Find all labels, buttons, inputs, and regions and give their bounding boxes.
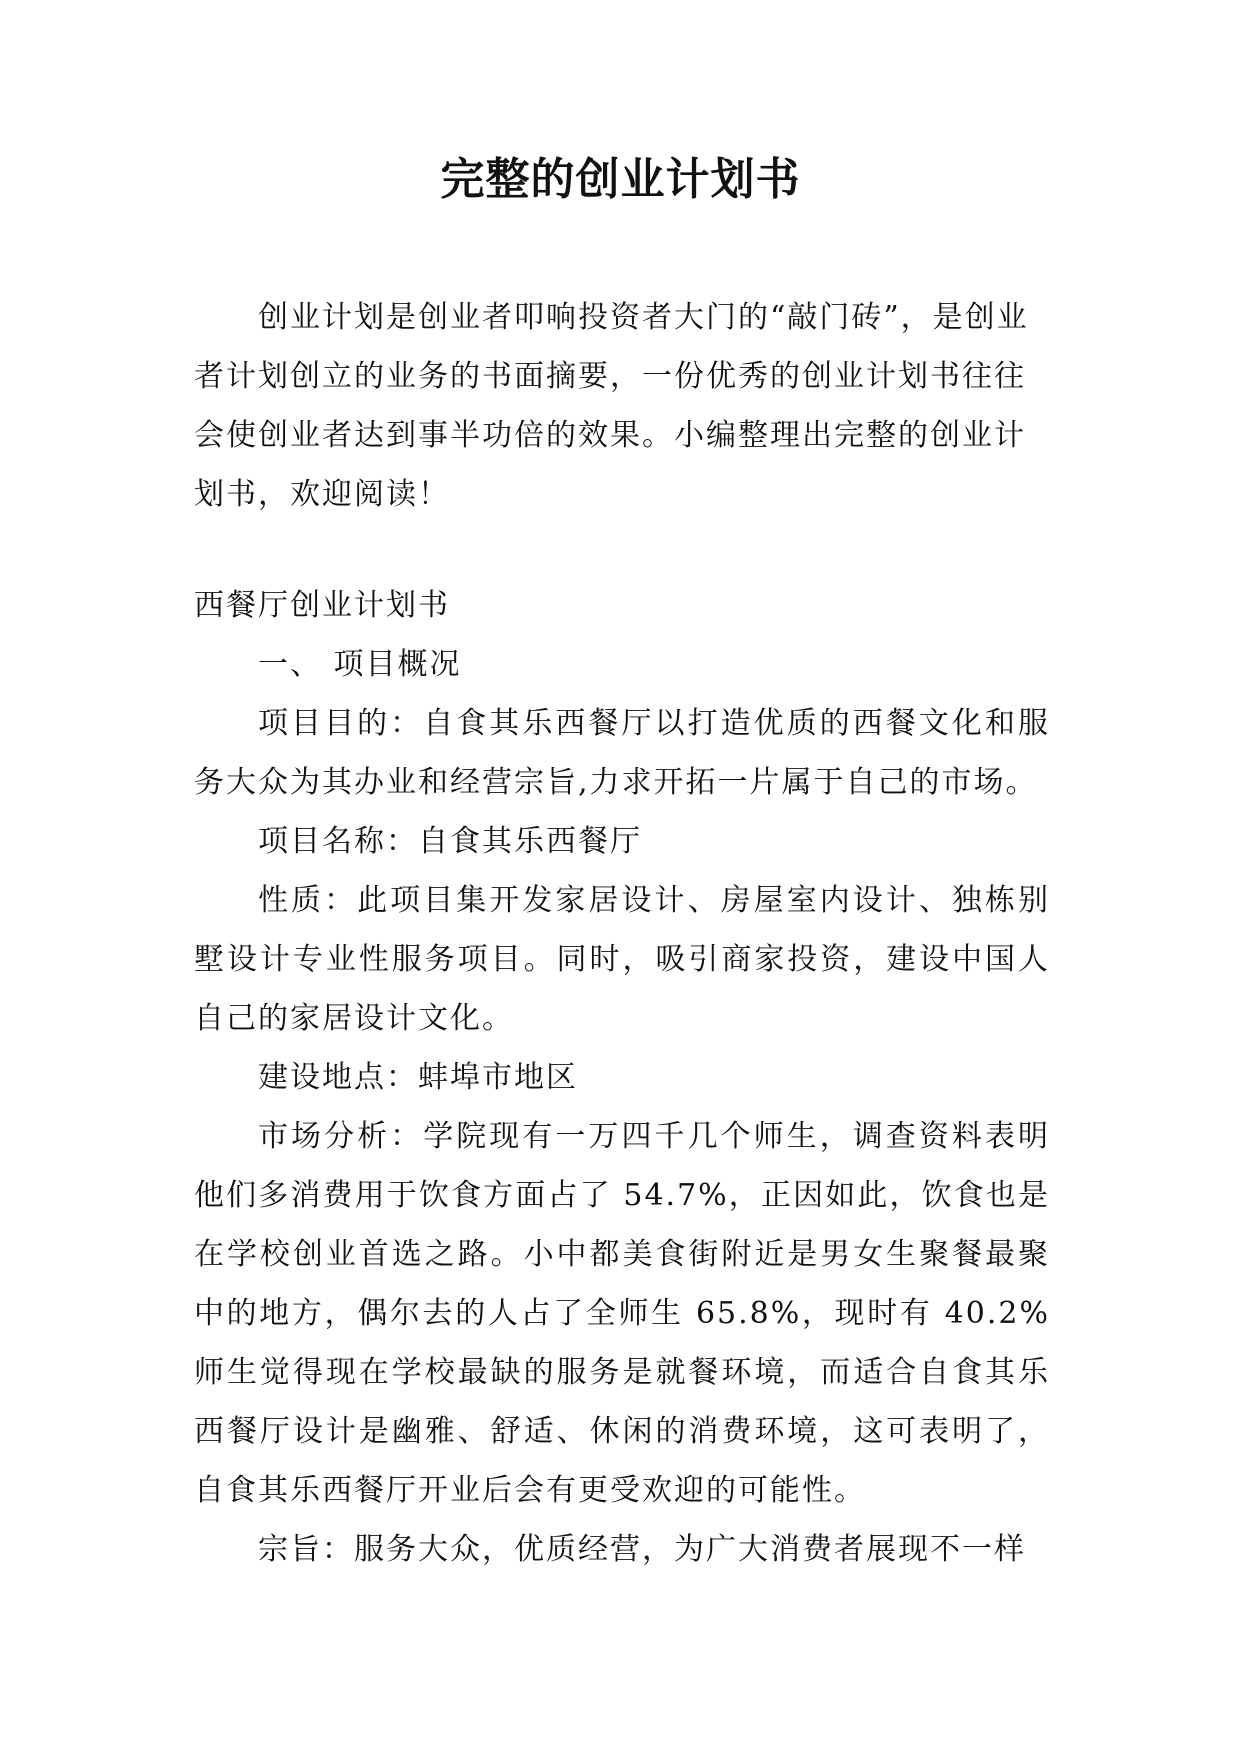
project-purpose-paragraph: 项目目的：自食其乐西餐厅以打造优质的西餐文化和服务大众为其办业和经营宗旨,力求开拓一片属于自己的市场。 [194,706,1050,800]
document-body [194,576,1050,1579]
intro-paragraph: 创业计划是创业者叩响投资者大门的“敲门砖”，是创业者计划创立的业务的书面摘要，一份优秀的创业计划书往往会使创业者达到事半功倍的效果。小编整理出完整的创业计划书，欢迎阅读！ [194,300,1029,512]
tenet-paragraph: 宗旨：服务大众，优质经营，为广大消费者展现不一样 [258,1532,1026,1567]
subsection-heading: 一、 项目概况 [258,647,462,682]
market-analysis-paragraph: 市场分析：学院现有一万四千几个师生，调查资料表明他们多消费用于饮食方面占了 54.7%，正因如此，饮食也是在学校创业首选之路。小中都美食街附近是男女生聚餐最聚中的地方，偶尔去的人占了全师生 65.8%，现时有 40.2%师生觉得现在学校最缺的服务是就餐环境，而适合自食其乐西餐厅设计是幽雅、舒适、休闲的消费环境，这可表明了，自食其乐西餐厅开业后会有更受欢迎的可能性。 [194,1119,1050,1508]
project-nature-paragraph: 性质：此项目集开发家居设计、房屋室内设计、独栋别墅设计专业性服务项目。同时，吸引商家投资，建设中国人自己的家居设计文化。 [194,883,1050,1036]
project-name-paragraph: 项目名称：自食其乐西餐厅 [258,824,642,859]
project-location-paragraph: 建设地点：蚌埠市地区 [258,1060,578,1095]
document-title: 完整的创业计划书 [440,154,801,205]
section-title: 西餐厅创业计划书 [194,588,450,623]
